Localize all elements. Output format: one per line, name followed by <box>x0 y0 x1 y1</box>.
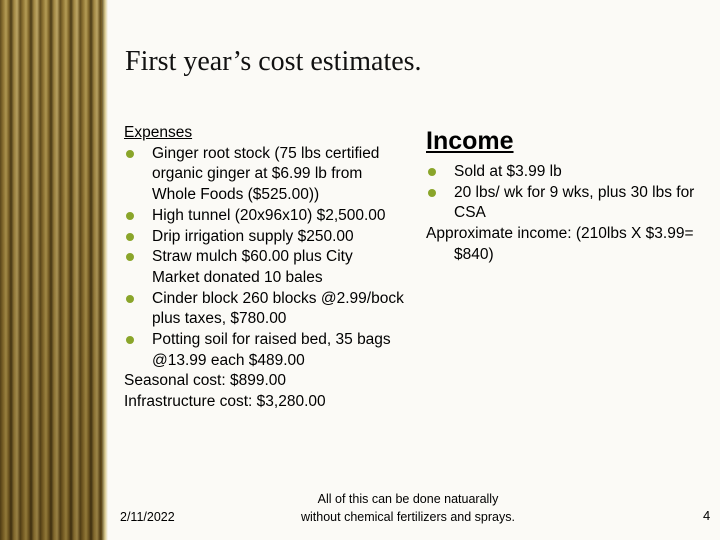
page-number: 4 <box>703 508 711 523</box>
slide-title: First year’s cost estimates. <box>125 46 422 77</box>
income-item-price: Sold at $3.99 lb <box>454 163 562 180</box>
expense-item-ginger: Ginger root stock (75 lbs certified organic ginger at $6.99 lb from Whole Foods ($525.00)) <box>152 144 380 204</box>
income-list <box>426 162 701 224</box>
list-item <box>124 289 404 330</box>
list-item <box>124 247 404 288</box>
expenses-list <box>124 144 404 372</box>
seasonal-cost: Seasonal cost: $899.00 <box>124 372 287 390</box>
income-column <box>426 126 701 266</box>
expense-item-cinder: Cinder block 260 blocks @2.99/bock plus taxes, $780.00 <box>152 289 404 328</box>
bullet-icon <box>428 168 436 176</box>
footer-date: 2/11/2022 <box>120 510 175 524</box>
bullet-icon <box>126 253 134 261</box>
bullet-icon <box>126 233 134 241</box>
list-item <box>124 227 404 248</box>
expenses-column <box>124 123 404 413</box>
list-item <box>124 206 404 227</box>
bullet-icon <box>126 336 134 344</box>
list-item <box>426 183 701 224</box>
infrastructure-cost: Infrastructure cost: $3,280.00 <box>124 393 326 411</box>
bullet-icon <box>428 189 436 197</box>
list-item <box>426 162 701 183</box>
bullet-icon <box>126 150 134 158</box>
bullet-icon <box>126 295 134 303</box>
income-item-volume: 20 lbs/ wk for 9 wks, plus 30 lbs for CSA <box>454 183 695 222</box>
expense-item-soil: Potting soil for raised bed, 35 bags @13.99 each $489.00 <box>152 331 391 369</box>
approximate-income: Approximate income: (210lbs X $3.99= $840) <box>426 225 694 263</box>
expense-item-irrigation: Drip irrigation supply $250.00 <box>152 227 354 245</box>
expense-item-high-tunnel: High tunnel (20x96x10) $2,500.00 <box>152 206 386 224</box>
list-item <box>124 330 404 371</box>
decorative-gold-stripe <box>0 0 108 540</box>
expenses-heading: Expenses <box>124 124 193 141</box>
income-heading: Income <box>426 127 514 155</box>
list-item <box>124 144 404 206</box>
expense-item-straw: Straw mulch $60.00 plus City Market donated 10 bales <box>152 248 353 286</box>
bullet-icon <box>126 212 134 220</box>
footer-note: All of this can be done natuarally without chemical fertilizers and sprays. <box>301 492 515 524</box>
